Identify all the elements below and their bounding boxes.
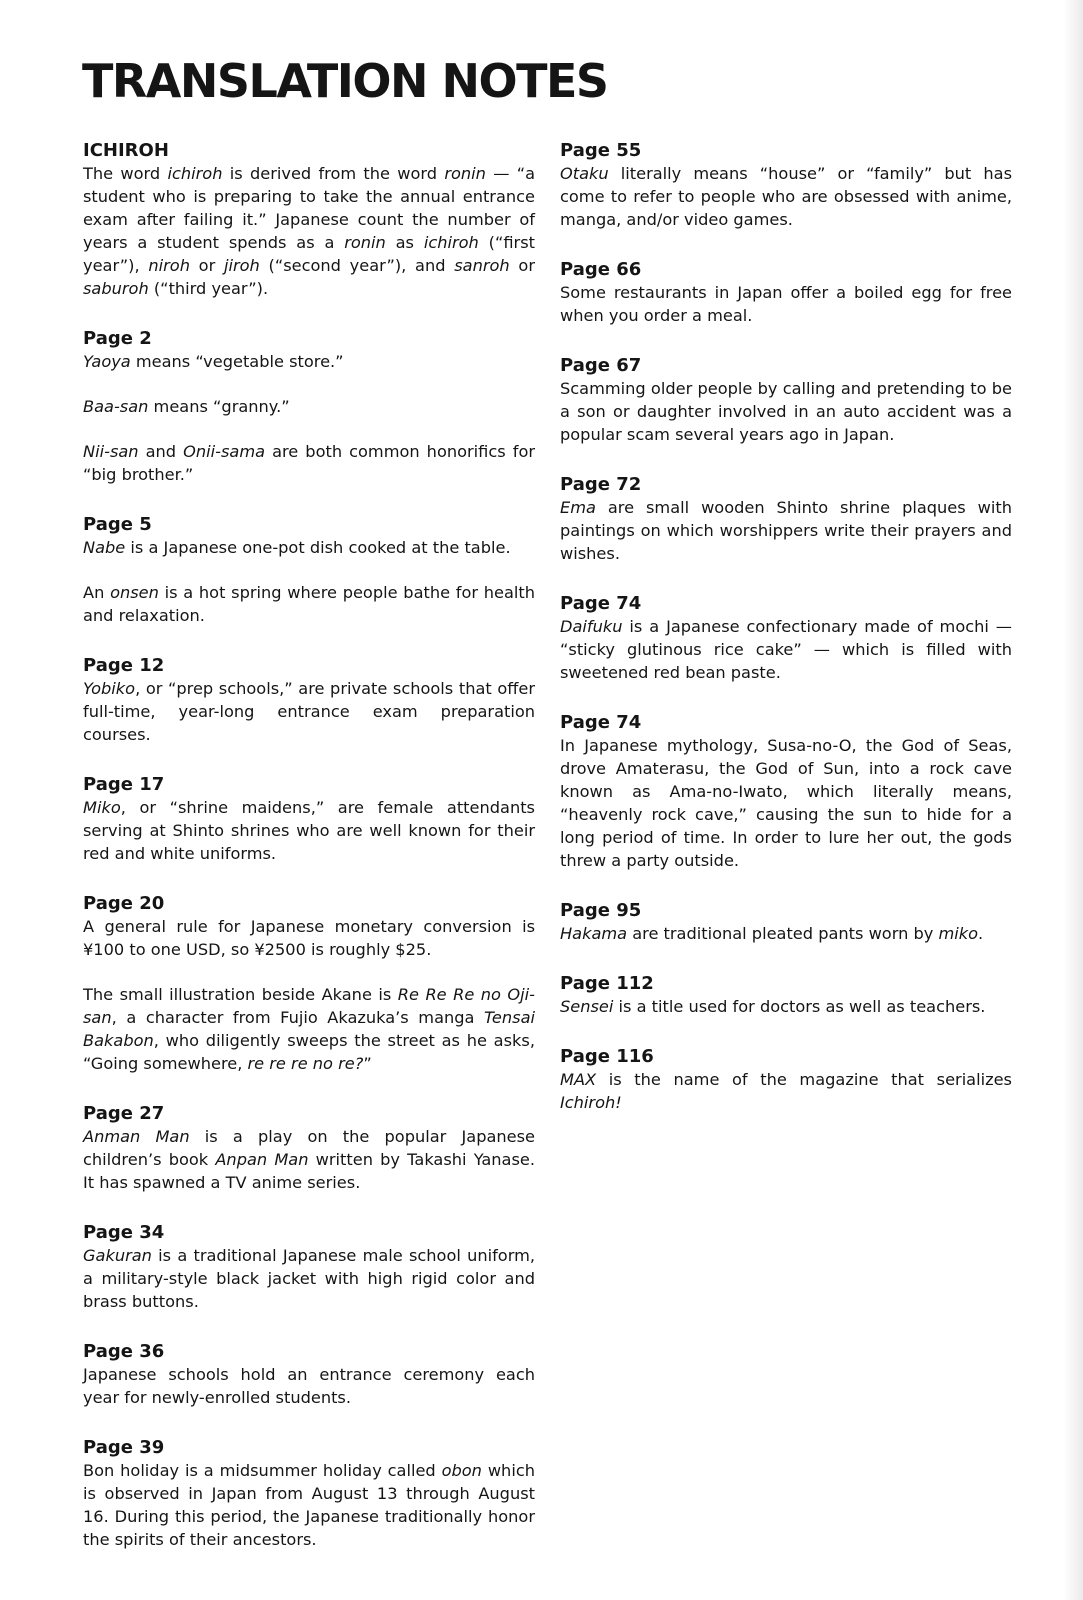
note-paragraph: Hakama are traditional pleated pants worn by miko. bbox=[560, 924, 984, 943]
note-heading: Page 72 bbox=[560, 474, 642, 495]
note-heading: Page 39 bbox=[83, 1437, 165, 1458]
note-paragraph: Baa-san means “granny.” bbox=[83, 397, 290, 416]
note-paragraph: Daifuku is a Japanese confectionary made of mochi — “sticky glutinous rice cake” — which is filled with sweetened red bean paste. bbox=[560, 617, 1012, 682]
page-title: TRANSLATION NOTES bbox=[82, 54, 608, 108]
note-section bbox=[83, 1340, 535, 1409]
note-paragraph: A general rule for Japanese monetary conversion is ¥100 to one USD, so ¥2500 is roughly $25. bbox=[83, 917, 535, 959]
note-heading: Page 74 bbox=[560, 712, 642, 733]
note-heading: Page 112 bbox=[560, 973, 654, 994]
note-section bbox=[83, 1436, 535, 1551]
note-section bbox=[560, 972, 1012, 1018]
note-section bbox=[560, 139, 1012, 231]
note-heading: Page 2 bbox=[83, 328, 152, 349]
note-heading: Page 95 bbox=[560, 900, 642, 921]
note-paragraph: The small illustration beside Akane is Re Re Re no Oji-san, a character from Fujio Akazuka’s manga Tensai Bakabon, who diligently sweeps the street as he asks, “Going somewhere, re re re no re?” bbox=[83, 985, 535, 1073]
note-paragraph: Bon holiday is a midsummer holiday called obon which is observed in Japan from August 13 through August 16. During this period, the Japanese traditionally honor the spirits of their ancestors. bbox=[83, 1461, 535, 1549]
note-paragraph: Some restaurants in Japan offer a boiled egg for free when you order a meal. bbox=[560, 283, 1012, 325]
scan-edge-shadow bbox=[1063, 0, 1083, 1600]
note-paragraph: Scamming older people by calling and pretending to be a son or daughter involved in an auto accident was a popular scam several years ago in Japan. bbox=[560, 379, 1012, 444]
note-paragraph: The word ichiroh is derived from the word ronin — “a student who is preparing to take the annual entrance exam after failing it.” Japanese count the number of years a student spends as a ronin as ichiroh (“first year”), niroh or jiroh (“second year”), and sanroh or saburoh (“third year”). bbox=[83, 164, 536, 298]
note-paragraph: MAX is the name of the magazine that serializes Ichiroh! bbox=[560, 1070, 1012, 1112]
note-heading: Page 116 bbox=[560, 1046, 654, 1067]
note-paragraph: An onsen is a hot spring where people bathe for health and relaxation. bbox=[83, 583, 535, 625]
note-section bbox=[83, 327, 535, 486]
note-paragraph: Gakuran is a traditional Japanese male school uniform, a military-style black jacket with high rigid color and brass buttons. bbox=[83, 1246, 535, 1311]
note-paragraph: Japanese schools hold an entrance ceremony each year for newly-enrolled students. bbox=[83, 1365, 535, 1407]
note-heading: Page 67 bbox=[560, 355, 642, 376]
note-paragraph: Miko, or “shrine maidens,” are female attendants serving at Shinto shrines who are well known for their red and white uniforms. bbox=[83, 798, 535, 863]
note-paragraph: Otaku literally means “house” or “family” but has come to refer to people who are obsessed with anime, manga, and/or video games. bbox=[560, 164, 1012, 229]
note-section bbox=[560, 1045, 1012, 1114]
note-heading: Page 34 bbox=[83, 1222, 165, 1243]
note-heading: Page 5 bbox=[83, 514, 152, 535]
note-heading: Page 12 bbox=[83, 655, 165, 676]
note-section bbox=[83, 773, 535, 865]
note-paragraph: Nii-san and Onii-sama are both common honorifics for “big brother.” bbox=[83, 442, 535, 484]
note-heading: Page 17 bbox=[83, 774, 165, 795]
note-paragraph: Sensei is a title used for doctors as well as teachers. bbox=[560, 997, 986, 1016]
note-section bbox=[560, 258, 1012, 327]
note-heading: ICHIROH bbox=[83, 140, 169, 161]
note-heading: Page 66 bbox=[560, 259, 642, 280]
note-section bbox=[83, 654, 535, 746]
note-section bbox=[560, 354, 1012, 446]
note-section bbox=[560, 711, 1012, 872]
note-heading: Page 74 bbox=[560, 593, 642, 614]
right-column bbox=[560, 139, 1012, 1141]
note-section bbox=[83, 1221, 535, 1313]
note-section bbox=[83, 1102, 535, 1194]
note-section bbox=[83, 139, 535, 300]
left-column bbox=[83, 139, 535, 1578]
note-section bbox=[560, 473, 1012, 565]
note-paragraph: Yobiko, or “prep schools,” are private schools that offer full-time, year-long entrance exam preparation courses. bbox=[83, 679, 535, 744]
note-paragraph: Ema are small wooden Shinto shrine plaques with paintings on which worshippers write their prayers and wishes. bbox=[560, 498, 1012, 563]
note-paragraph: Anman Man is a play on the popular Japanese children’s book Anpan Man written by Takashi Yanase. It has spawned a TV anime series. bbox=[83, 1127, 535, 1192]
note-section bbox=[560, 592, 1012, 684]
note-paragraph: Nabe is a Japanese one-pot dish cooked at the table. bbox=[83, 538, 511, 557]
note-heading: Page 20 bbox=[83, 893, 165, 914]
note-section bbox=[560, 899, 1012, 945]
note-section bbox=[83, 513, 535, 627]
note-heading: Page 55 bbox=[560, 140, 642, 161]
note-heading: Page 27 bbox=[83, 1103, 165, 1124]
note-section bbox=[83, 892, 535, 1075]
note-paragraph: In Japanese mythology, Susa-no-O, the God of Seas, drove Amaterasu, the God of Sun, into a rock cave known as Ama-no-Iwato, which literally means, “heavenly rock cave,” causing the sun to hide for a long period of time. In order to lure her out, the gods threw a party outside. bbox=[560, 736, 1012, 870]
note-heading: Page 36 bbox=[83, 1341, 165, 1362]
note-paragraph: Yaoya means “vegetable store.” bbox=[83, 352, 344, 371]
